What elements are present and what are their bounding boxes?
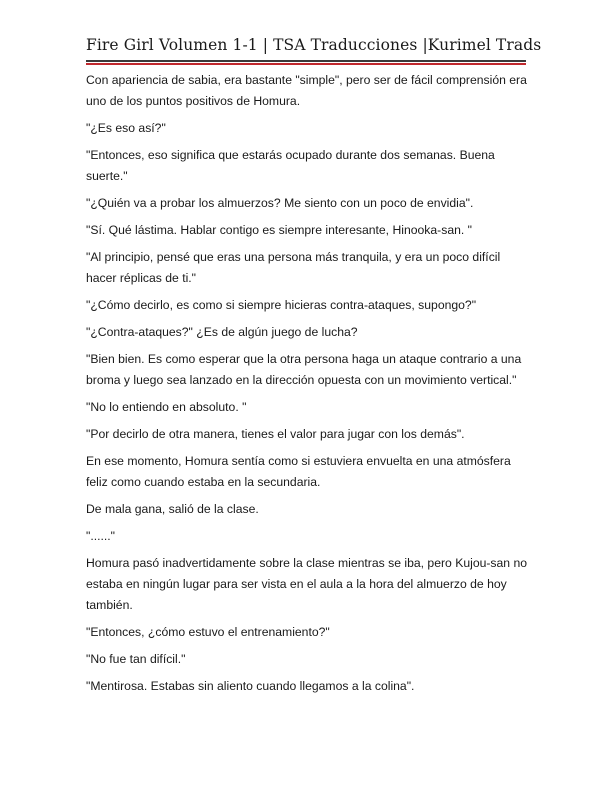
header-rule-dark xyxy=(86,60,526,62)
paragraph: "Mentirosa. Estabas sin aliento cuando llegamos a la colina". xyxy=(86,679,415,693)
page-header-title: Fire Girl Volumen 1-1 | TSA Traducciones |Kurimel Trads xyxy=(86,36,542,54)
paragraph: "Bien bien. Es como esperar que la otra persona haga un ataque contrario a una broma y luego sea lanzado en la dirección opuesta con un movimiento vertical." xyxy=(86,352,522,387)
paragraph: De mala gana, salió de la clase. xyxy=(86,502,259,516)
paragraph: "¿Quién va a probar los almuerzos? Me siento con un poco de envidia". xyxy=(86,196,474,210)
paragraph: "Por decirlo de otra manera, tienes el valor para jugar con los demás". xyxy=(86,427,465,441)
paragraph: "¿Cómo decirlo, es como si siempre hicieras contra-ataques, supongo?" xyxy=(86,298,477,312)
paragraph: "Sí. Qué lástima. Hablar contigo es siempre interesante, Hinooka-san. " xyxy=(86,223,472,237)
paragraph: Homura pasó inadvertidamente sobre la clase mientras se iba, pero Kujou-san no estaba en ningún lugar para ser vista en el aula a la hora del almuerzo de hoy también. xyxy=(86,556,528,612)
paragraph: "Al principio, pensé que eras una persona más tranquila, y era un poco difícil hacer réplicas de ti." xyxy=(86,250,501,285)
paragraph: En ese momento, Homura sentía como si estuviera envuelta en una atmósfera feliz como cuando estaba en la secundaria. xyxy=(86,454,511,489)
paragraph: "Entonces, eso significa que estarás ocupado durante dos semanas. Buena suerte." xyxy=(86,148,495,183)
paragraph: "......" xyxy=(86,529,115,543)
body-text xyxy=(86,70,530,703)
header-rule-red xyxy=(86,63,526,65)
paragraph: "¿Es eso así?" xyxy=(86,121,166,135)
paragraph: Con apariencia de sabia, era bastante "simple", pero ser de fácil comprensión era uno de los puntos positivos de Homura. xyxy=(86,73,527,108)
paragraph: "No lo entiendo en absoluto. " xyxy=(86,400,247,414)
paragraph: "Entonces, ¿cómo estuvo el entrenamiento?" xyxy=(86,625,330,639)
paragraph: "No fue tan difícil." xyxy=(86,652,186,666)
paragraph: "¿Contra-ataques?" ¿Es de algún juego de lucha? xyxy=(86,325,358,339)
